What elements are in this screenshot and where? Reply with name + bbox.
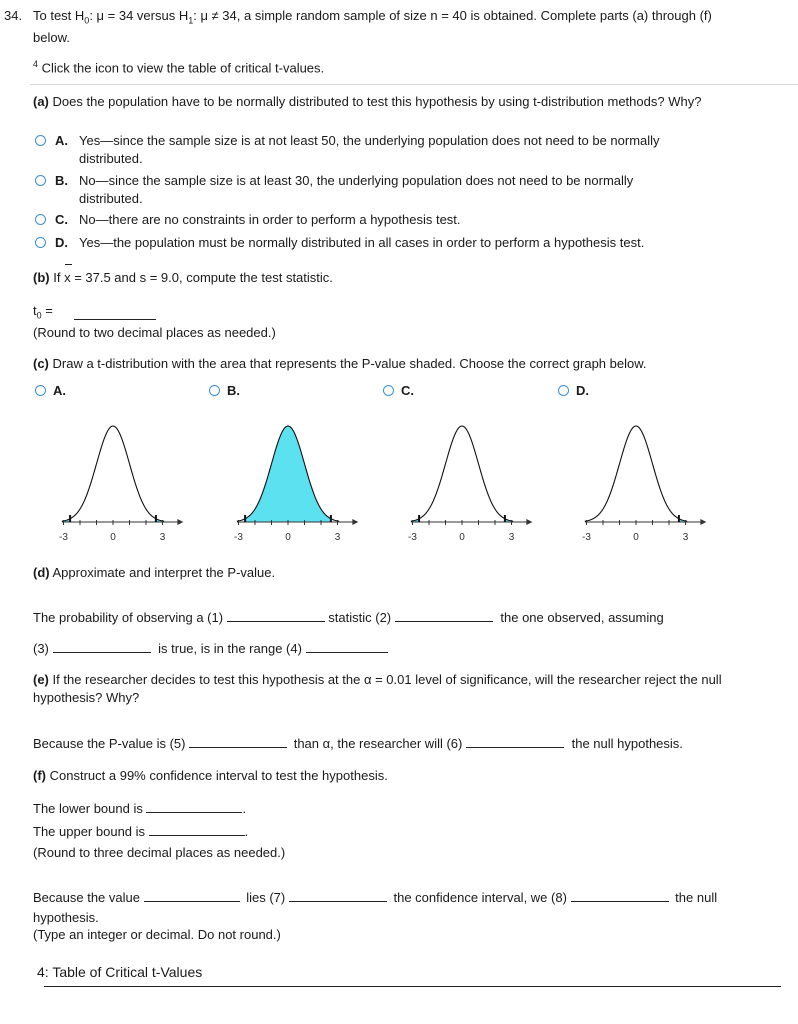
tick-label: 3 bbox=[159, 532, 166, 543]
problem-intro: To test $H_0$: μ = 34 versus $H_1$: μ ≠ 34, a simple random sample of size n = 40 is obtained. Complete parts (a) through (f) bbox=[33, 8, 712, 26]
tick-label: -3 bbox=[234, 532, 243, 543]
part-f-conclusion: Because the value lies (7) the confidence interval, we (8) the null bbox=[33, 890, 718, 905]
blank-7-select[interactable] bbox=[289, 890, 387, 902]
blank-4-select[interactable] bbox=[306, 641, 388, 653]
x-bar-overline bbox=[65, 264, 72, 265]
density-curve bbox=[411, 426, 513, 521]
part-f-conclusion-2: hypothesis. bbox=[33, 910, 99, 925]
part-c-option-a-radio[interactable] bbox=[35, 385, 46, 396]
upper-bound-row: The upper bound is . bbox=[33, 824, 249, 839]
tick-label: 3 bbox=[682, 532, 689, 543]
blank-6-select[interactable] bbox=[466, 736, 564, 748]
tick-label: -3 bbox=[582, 532, 591, 543]
part-a-option-b-letter: B. bbox=[55, 173, 68, 188]
part-c-option-c-letter: C. bbox=[401, 383, 414, 398]
blank-8-select[interactable] bbox=[571, 890, 669, 902]
part-e-sentence: Because the P-value is (5) than α, the researcher will (6) the null hypothesis. bbox=[33, 736, 683, 751]
part-c-option-d-radio[interactable] bbox=[558, 385, 569, 396]
part-f-round-note: (Round to three decimal places as needed.) bbox=[33, 845, 286, 860]
tick-label: 0 bbox=[285, 532, 291, 543]
part-a-option-c-text: No—there are no constraints in order to perform a hypothesis test. bbox=[79, 212, 461, 227]
divider bbox=[30, 84, 798, 85]
lower-bound-row: The lower bound is . bbox=[33, 801, 247, 816]
part-e-question: (e) If the researcher decides to test this hypothesis at the α = 0.01 level of significance, will the researcher reject the null bbox=[33, 672, 722, 687]
footnote-table-link[interactable]: 4: Table of Critical t-Values bbox=[37, 964, 203, 980]
part-c-question: (c) Draw a t-distribution with the area that represents the P-value shaded. Choose the correct graph below. bbox=[33, 356, 647, 371]
tick-label: -3 bbox=[408, 532, 417, 543]
part-a-option-a-text: Yes—since the sample size is at not least 50, the underlying population does not need to be normally bbox=[79, 133, 660, 148]
problem-number: 34. bbox=[4, 8, 23, 23]
part-a-option-c-letter: C. bbox=[55, 212, 68, 227]
tick-label: 0 bbox=[633, 532, 639, 543]
blank-5-select[interactable] bbox=[189, 736, 287, 748]
axis-arrow bbox=[352, 519, 358, 525]
density-curve bbox=[62, 426, 164, 521]
critical-values-link[interactable]: $^4$ Click the icon to view the table of critical t-values. bbox=[33, 59, 325, 76]
t0-input[interactable] bbox=[74, 308, 156, 320]
blank-1-select[interactable] bbox=[227, 610, 325, 622]
part-e-question-2: hypothesis? Why? bbox=[33, 690, 140, 705]
axis-arrow bbox=[177, 519, 183, 525]
part-b-round-note: (Round to two decimal places as needed.) bbox=[33, 325, 276, 340]
part-c-option-c-radio[interactable] bbox=[383, 385, 394, 396]
part-a-option-d-radio[interactable] bbox=[35, 237, 46, 248]
value-input[interactable] bbox=[144, 890, 240, 902]
footnote-divider bbox=[44, 986, 781, 987]
part-f-question: (f) Construct a 99% confidence interval to test the hypothesis. bbox=[33, 768, 388, 783]
t0-label: $t_0$ = bbox=[33, 303, 53, 321]
part-a-option-b-text-2: distributed. bbox=[79, 191, 143, 206]
shaded-area bbox=[245, 426, 331, 522]
part-a-option-a-radio[interactable] bbox=[35, 135, 46, 146]
part-d-question: (d) Approximate and interpret the P-value. bbox=[33, 565, 276, 580]
part-a-option-c-radio[interactable] bbox=[35, 214, 46, 225]
part-a-option-b-radio[interactable] bbox=[35, 175, 46, 186]
blank-3-select[interactable] bbox=[53, 641, 151, 653]
part-c-option-a-letter: A. bbox=[53, 383, 66, 398]
part-a-option-a-letter: A. bbox=[55, 133, 68, 148]
part-c-option-b-letter: B. bbox=[227, 383, 240, 398]
t-distribution-graphs bbox=[0, 410, 798, 550]
part-b-question: (b) If x = 37.5 and s = 9.0, compute the test statistic. bbox=[33, 270, 333, 285]
upper-bound-input[interactable] bbox=[149, 824, 245, 836]
lower-bound-input[interactable] bbox=[146, 801, 242, 813]
blank-2-select[interactable] bbox=[395, 610, 493, 622]
part-a-option-d-letter: D. bbox=[55, 235, 68, 250]
tick-label: -3 bbox=[59, 532, 68, 543]
part-a-option-a-text-2: distributed. bbox=[79, 151, 143, 166]
part-c-option-b-radio[interactable] bbox=[209, 385, 220, 396]
tick-label: 3 bbox=[508, 532, 515, 543]
part-a-question: (a) Does the population have to be normally distributed to test this hypothesis by using t-distribution methods? Why? bbox=[33, 94, 702, 109]
problem-intro-continued: below. bbox=[33, 30, 70, 45]
part-f-type-note: (Type an integer or decimal. Do not round.) bbox=[33, 927, 281, 942]
part-a-option-b-text: No—since the sample size is at least 30, the underlying population does not need to be normally bbox=[79, 173, 634, 188]
part-d-sentence-1: The probability of observing a (1) statistic (2) the one observed, assuming bbox=[33, 610, 664, 625]
density-curve bbox=[585, 426, 687, 521]
axis-arrow bbox=[526, 519, 532, 525]
tick-label: 0 bbox=[459, 532, 465, 543]
tick-label: 3 bbox=[334, 532, 341, 543]
part-d-sentence-2: (3) is true, is in the range (4) bbox=[33, 641, 388, 656]
tick-label: 0 bbox=[110, 532, 116, 543]
part-a-option-d-text: Yes—the population must be normally distributed in all cases in order to perform a hypothesis test. bbox=[79, 235, 645, 250]
part-c-option-d-letter: D. bbox=[576, 383, 589, 398]
axis-arrow bbox=[700, 519, 706, 525]
